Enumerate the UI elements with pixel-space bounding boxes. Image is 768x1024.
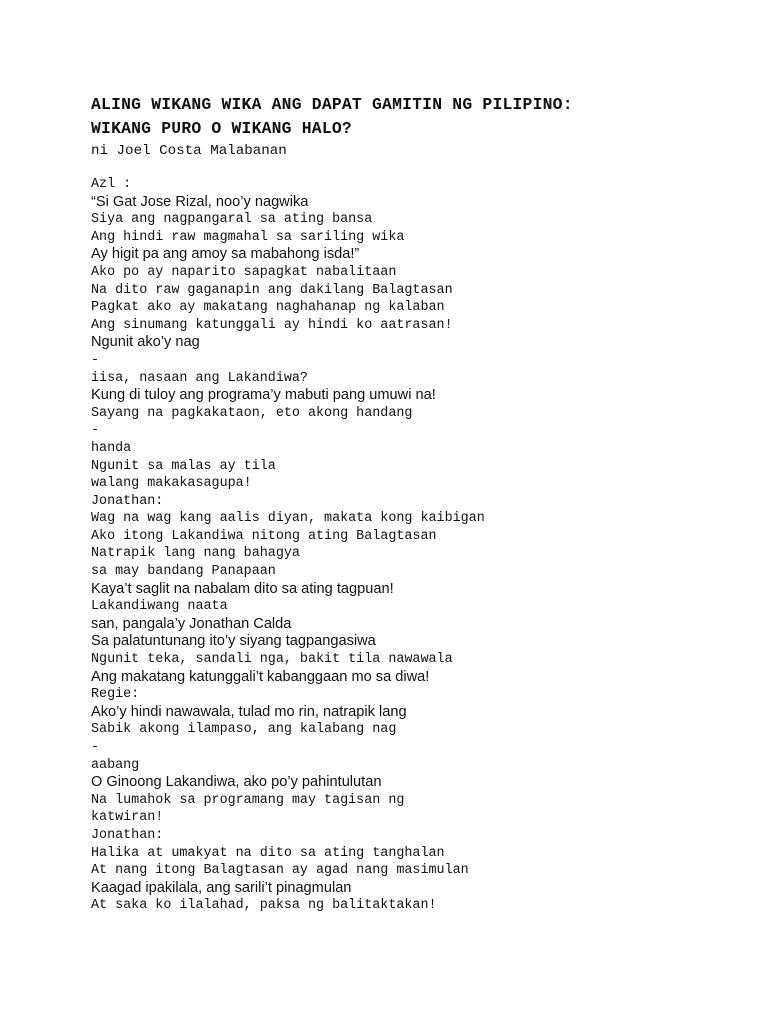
poem-line: O Ginoong Lakandiwa, ako po’y pahintulutan: [91, 774, 382, 791]
poem-line: Ang makatang katunggali’t kabanggaan mo sa diwa!: [91, 668, 430, 685]
poem-line: Azl :: [91, 177, 132, 192]
poem-line: Na dito raw gaganapin ang dakilang Balagtasan: [91, 282, 453, 298]
poem-line: Siya ang nagpangaral sa ating bansa: [91, 212, 373, 228]
document-header: [91, 93, 751, 163]
poem-line: Kung di tuloy ang programa’y mabuti pang umuwi na!: [91, 387, 436, 404]
poem-line: -: [91, 423, 100, 439]
poem-line: Lakandiwang naata: [91, 599, 228, 615]
poem-line: At saka ko ilalahad, paksa ng balitaktakan!: [91, 898, 437, 914]
poem-line: -: [91, 740, 100, 755]
poem-line: Ngunit sa malas ay tila: [91, 458, 276, 474]
document-author: ni Joel Costa Malabanan: [91, 143, 287, 159]
poem-line: Ang sinumang katunggali ay hindi ko aatrasan!: [91, 317, 453, 333]
document-title-line-2: WIKANG PURO O WIKANG HALO?: [91, 119, 352, 138]
poem-line: walang makakasagupa!: [91, 476, 252, 492]
poem-body: [91, 176, 751, 915]
poem-line: katwiran!: [91, 810, 164, 826]
poem-line: handa: [91, 440, 132, 456]
poem-line: Regie:: [91, 687, 140, 703]
poem-line: Kaagad ipakilala, ang sarili’t pinagmulan: [91, 879, 352, 896]
poem-line: iisa, nasaan ang Lakandiwa?: [91, 370, 308, 386]
poem-line: Ngunit ako’y nag: [91, 334, 200, 351]
poem-line: Ako’y hindi nawawala, tulad mo rin, natrapik lang: [91, 703, 407, 720]
poem-line: Wag na wag kang aalis diyan, makata kong kaibigan: [91, 511, 485, 527]
poem-line: sa may bandang Panapaan: [91, 564, 276, 580]
poem-line: Ako itong Lakandiwa nitong ating Balagtasan: [91, 528, 437, 544]
poem-line: Sa palatuntunang ito’y siyang tagpangasiwa: [91, 633, 376, 650]
poem-line: aabang: [91, 757, 140, 773]
poem-line: Ang hindi raw magmahal sa sariling wika: [91, 229, 405, 245]
poem-line: -: [91, 352, 100, 368]
document-title-line-1: ALING WIKANG WIKA ANG DAPAT GAMITIN NG PILIPINO:: [91, 95, 573, 114]
poem-line: Jonathan:: [91, 493, 164, 509]
poem-line: Natrapik lang nang bahagya: [91, 546, 300, 562]
poem-line: Jonathan:: [91, 827, 164, 843]
poem-line: Sabik akong ilampaso, ang kalabang nag: [91, 722, 397, 738]
poem-line: At nang itong Balagtasan ay agad nang masimulan: [91, 863, 469, 879]
poem-line: Ngunit teka, sandali nga, bakit tila nawawala: [91, 652, 453, 668]
poem-line: Sayang na pagkakataon, eto akong handang: [91, 405, 413, 421]
poem-line: Pagkat ako ay makatang naghahanap ng kalaban: [91, 300, 445, 316]
poem-line: Kaya’t saglit na nabalam dito sa ating tagpuan!: [91, 580, 394, 597]
poem-line: Ay higit pa ang amoy sa mabahong isda!”: [91, 246, 360, 263]
poem-line: san, pangala’y Jonathan Calda: [91, 615, 292, 632]
poem-line: Na lumahok sa programang may tagisan ng: [91, 792, 405, 808]
poem-line: Halika at umakyat na dito sa ating tanghalan: [91, 845, 445, 861]
poem-line: Ako po ay naparito sapagkat nabalitaan: [91, 264, 397, 280]
poem-line: “Si Gat Jose Rizal, noo’y nagwika: [91, 193, 309, 210]
